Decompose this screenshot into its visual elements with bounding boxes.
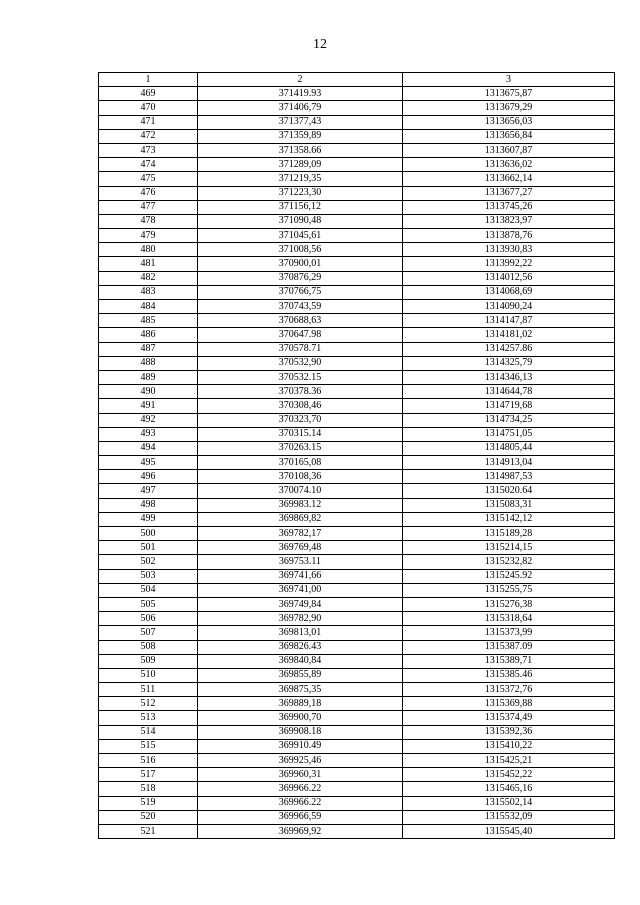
column-header-x-coordinate: 2 <box>198 73 403 87</box>
table-row <box>99 172 615 186</box>
cell-point-number: 475 <box>99 172 198 186</box>
table-row <box>99 555 615 569</box>
table-row <box>99 668 615 682</box>
cell-x-coordinate: 370743,59 <box>198 300 403 314</box>
cell-point-number: 500 <box>99 527 198 541</box>
table-row <box>99 413 615 427</box>
table-row <box>99 597 615 611</box>
cell-x-coordinate: 370263.15 <box>198 441 403 455</box>
cell-x-coordinate: 370900,01 <box>198 257 403 271</box>
cell-y-coordinate: 1313878,76 <box>403 229 615 243</box>
cell-y-coordinate: 1314090,24 <box>403 300 615 314</box>
cell-point-number: 491 <box>99 399 198 413</box>
cell-point-number: 497 <box>99 484 198 498</box>
cell-x-coordinate: 371289,09 <box>198 158 403 172</box>
table-row <box>99 229 615 243</box>
cell-y-coordinate: 1314805,44 <box>403 441 615 455</box>
cell-point-number: 469 <box>99 87 198 101</box>
cell-x-coordinate: 369782,90 <box>198 612 403 626</box>
cell-y-coordinate: 1313992,22 <box>403 257 615 271</box>
table-row <box>99 768 615 782</box>
cell-y-coordinate: 1314719,68 <box>403 399 615 413</box>
cell-point-number: 492 <box>99 413 198 427</box>
cell-x-coordinate: 369782,17 <box>198 527 403 541</box>
cell-x-coordinate: 369741,66 <box>198 569 403 583</box>
cell-x-coordinate: 369869,82 <box>198 512 403 526</box>
table-row <box>99 200 615 214</box>
cell-point-number: 477 <box>99 200 198 214</box>
table-row <box>99 612 615 626</box>
table-row <box>99 356 615 370</box>
table-row <box>99 754 615 768</box>
table-row <box>99 711 615 725</box>
cell-x-coordinate: 371419.93 <box>198 87 403 101</box>
cell-point-number: 514 <box>99 725 198 739</box>
cell-y-coordinate: 1314147,87 <box>403 314 615 328</box>
cell-point-number: 504 <box>99 583 198 597</box>
cell-y-coordinate: 1313656,03 <box>403 115 615 129</box>
cell-x-coordinate: 369925,46 <box>198 754 403 768</box>
cell-y-coordinate: 1315425,21 <box>403 754 615 768</box>
cell-point-number: 510 <box>99 668 198 682</box>
cell-x-coordinate: 370688,63 <box>198 314 403 328</box>
table-row <box>99 257 615 271</box>
cell-y-coordinate: 1314257.86 <box>403 342 615 356</box>
cell-y-coordinate: 1315545,40 <box>403 824 615 838</box>
table-row <box>99 810 615 824</box>
cell-x-coordinate: 371359,89 <box>198 129 403 143</box>
cell-point-number: 488 <box>99 356 198 370</box>
cell-x-coordinate: 369900,70 <box>198 711 403 725</box>
table-row <box>99 441 615 455</box>
cell-x-coordinate: 370647.98 <box>198 328 403 342</box>
cell-y-coordinate: 1315318,64 <box>403 612 615 626</box>
table-row <box>99 129 615 143</box>
cell-point-number: 481 <box>99 257 198 271</box>
table-row <box>99 498 615 512</box>
table-row <box>99 697 615 711</box>
cell-y-coordinate: 1313636,02 <box>403 158 615 172</box>
table-row <box>99 583 615 597</box>
cell-point-number: 506 <box>99 612 198 626</box>
cell-y-coordinate: 1315189,28 <box>403 527 615 541</box>
cell-y-coordinate: 1315276,38 <box>403 597 615 611</box>
table-row <box>99 300 615 314</box>
cell-x-coordinate: 370532.15 <box>198 370 403 384</box>
table-row <box>99 186 615 200</box>
cell-x-coordinate: 369966.22 <box>198 796 403 810</box>
cell-y-coordinate: 1315465,16 <box>403 782 615 796</box>
cell-point-number: 493 <box>99 427 198 441</box>
cell-x-coordinate: 370108,36 <box>198 470 403 484</box>
cell-y-coordinate: 1315142,12 <box>403 512 615 526</box>
cell-point-number: 476 <box>99 186 198 200</box>
cell-point-number: 509 <box>99 654 198 668</box>
cell-point-number: 519 <box>99 796 198 810</box>
cell-x-coordinate: 369966,59 <box>198 810 403 824</box>
cell-y-coordinate: 1315532,09 <box>403 810 615 824</box>
cell-y-coordinate: 1314987,53 <box>403 470 615 484</box>
cell-point-number: 520 <box>99 810 198 824</box>
cell-point-number: 470 <box>99 101 198 115</box>
table-row <box>99 427 615 441</box>
cell-x-coordinate: 370532,90 <box>198 356 403 370</box>
cell-y-coordinate: 1313656,84 <box>403 129 615 143</box>
cell-x-coordinate: 370315.14 <box>198 427 403 441</box>
cell-y-coordinate: 1315502,14 <box>403 796 615 810</box>
cell-y-coordinate: 1315232,82 <box>403 555 615 569</box>
table-row <box>99 782 615 796</box>
table-row <box>99 569 615 583</box>
cell-point-number: 478 <box>99 214 198 228</box>
cell-point-number: 521 <box>99 824 198 838</box>
cell-point-number: 473 <box>99 143 198 157</box>
cell-point-number: 508 <box>99 640 198 654</box>
table-row <box>99 824 615 838</box>
cell-y-coordinate: 1313745,26 <box>403 200 615 214</box>
table-body <box>99 87 615 839</box>
cell-y-coordinate: 1314346,13 <box>403 370 615 384</box>
table-row <box>99 796 615 810</box>
cell-y-coordinate: 1314181,02 <box>403 328 615 342</box>
cell-x-coordinate: 371008,56 <box>198 243 403 257</box>
cell-point-number: 507 <box>99 626 198 640</box>
table-row <box>99 683 615 697</box>
cell-point-number: 517 <box>99 768 198 782</box>
column-header-y-coordinate: 3 <box>403 73 615 87</box>
cell-point-number: 487 <box>99 342 198 356</box>
table-row <box>99 87 615 101</box>
cell-point-number: 495 <box>99 456 198 470</box>
cell-point-number: 472 <box>99 129 198 143</box>
table-row <box>99 640 615 654</box>
cell-x-coordinate: 369983.12 <box>198 498 403 512</box>
cell-x-coordinate: 371219,35 <box>198 172 403 186</box>
cell-y-coordinate: 1315369,88 <box>403 697 615 711</box>
cell-x-coordinate: 370308,46 <box>198 399 403 413</box>
cell-x-coordinate: 369753.11 <box>198 555 403 569</box>
cell-x-coordinate: 371156,12 <box>198 200 403 214</box>
table-header-row <box>99 73 615 87</box>
cell-point-number: 501 <box>99 541 198 555</box>
table-row <box>99 101 615 115</box>
cell-x-coordinate: 369889,18 <box>198 697 403 711</box>
cell-point-number: 484 <box>99 300 198 314</box>
cell-y-coordinate: 1314325,79 <box>403 356 615 370</box>
cell-y-coordinate: 1314644,78 <box>403 385 615 399</box>
table-row <box>99 370 615 384</box>
cell-x-coordinate: 369969,92 <box>198 824 403 838</box>
table-row <box>99 654 615 668</box>
cell-x-coordinate: 370766,75 <box>198 285 403 299</box>
cell-point-number: 483 <box>99 285 198 299</box>
cell-x-coordinate: 369840,84 <box>198 654 403 668</box>
cell-point-number: 485 <box>99 314 198 328</box>
cell-y-coordinate: 1313679,29 <box>403 101 615 115</box>
table-row <box>99 470 615 484</box>
table-row <box>99 143 615 157</box>
cell-y-coordinate: 1315392,36 <box>403 725 615 739</box>
cell-x-coordinate: 371045,61 <box>198 229 403 243</box>
cell-x-coordinate: 370323,70 <box>198 413 403 427</box>
cell-point-number: 518 <box>99 782 198 796</box>
table-row <box>99 314 615 328</box>
table-row <box>99 385 615 399</box>
cell-y-coordinate: 1315410,22 <box>403 739 615 753</box>
cell-x-coordinate: 370074.10 <box>198 484 403 498</box>
cell-y-coordinate: 1315385.46 <box>403 668 615 682</box>
cell-y-coordinate: 1314734,25 <box>403 413 615 427</box>
table-row <box>99 214 615 228</box>
cell-y-coordinate: 1314913,04 <box>403 456 615 470</box>
cell-x-coordinate: 369769,48 <box>198 541 403 555</box>
table-row <box>99 725 615 739</box>
cell-y-coordinate: 1315389,71 <box>403 654 615 668</box>
cell-x-coordinate: 369749,84 <box>198 597 403 611</box>
cell-x-coordinate: 369855,89 <box>198 668 403 682</box>
cell-y-coordinate: 1313675,87 <box>403 87 615 101</box>
cell-y-coordinate: 1314751,05 <box>403 427 615 441</box>
cell-y-coordinate: 1313607,87 <box>403 143 615 157</box>
cell-point-number: 502 <box>99 555 198 569</box>
cell-x-coordinate: 369741,00 <box>198 583 403 597</box>
cell-y-coordinate: 1314068,69 <box>403 285 615 299</box>
cell-x-coordinate: 369875,35 <box>198 683 403 697</box>
table-row <box>99 342 615 356</box>
cell-point-number: 480 <box>99 243 198 257</box>
table-row <box>99 512 615 526</box>
cell-y-coordinate: 1315083,31 <box>403 498 615 512</box>
cell-y-coordinate: 1313930,83 <box>403 243 615 257</box>
table-row <box>99 739 615 753</box>
column-header-point-number: 1 <box>99 73 198 87</box>
cell-point-number: 503 <box>99 569 198 583</box>
cell-point-number: 511 <box>99 683 198 697</box>
cell-point-number: 516 <box>99 754 198 768</box>
cell-y-coordinate: 1313662,14 <box>403 172 615 186</box>
cell-y-coordinate: 1315255,75 <box>403 583 615 597</box>
cell-y-coordinate: 1313823,97 <box>403 214 615 228</box>
table-row <box>99 285 615 299</box>
cell-y-coordinate: 1315373,99 <box>403 626 615 640</box>
cell-point-number: 490 <box>99 385 198 399</box>
cell-point-number: 512 <box>99 697 198 711</box>
cell-point-number: 499 <box>99 512 198 526</box>
cell-y-coordinate: 1313677,27 <box>403 186 615 200</box>
cell-x-coordinate: 370378.36 <box>198 385 403 399</box>
cell-y-coordinate: 1314012,56 <box>403 271 615 285</box>
cell-x-coordinate: 371090,48 <box>198 214 403 228</box>
cell-point-number: 486 <box>99 328 198 342</box>
cell-point-number: 479 <box>99 229 198 243</box>
cell-y-coordinate: 1315452,22 <box>403 768 615 782</box>
table-row <box>99 626 615 640</box>
table-row <box>99 527 615 541</box>
table-row <box>99 484 615 498</box>
page-number: 12 <box>313 37 327 52</box>
cell-x-coordinate: 369813,01 <box>198 626 403 640</box>
cell-y-coordinate: 1315372,76 <box>403 683 615 697</box>
cell-x-coordinate: 371406,79 <box>198 101 403 115</box>
cell-y-coordinate: 1315245.92 <box>403 569 615 583</box>
cell-point-number: 471 <box>99 115 198 129</box>
table-row <box>99 456 615 470</box>
cell-y-coordinate: 1315214,15 <box>403 541 615 555</box>
cell-point-number: 496 <box>99 470 198 484</box>
table-row <box>99 271 615 285</box>
cell-x-coordinate: 371223,30 <box>198 186 403 200</box>
table-row <box>99 328 615 342</box>
cell-x-coordinate: 371358.66 <box>198 143 403 157</box>
coordinates-table <box>98 72 615 839</box>
cell-point-number: 505 <box>99 597 198 611</box>
cell-x-coordinate: 369826.43 <box>198 640 403 654</box>
table-row <box>99 158 615 172</box>
table-header <box>99 73 615 87</box>
cell-point-number: 489 <box>99 370 198 384</box>
cell-y-coordinate: 1315374,49 <box>403 711 615 725</box>
table-row <box>99 115 615 129</box>
cell-point-number: 513 <box>99 711 198 725</box>
cell-x-coordinate: 369966.22 <box>198 782 403 796</box>
cell-x-coordinate: 370165,08 <box>198 456 403 470</box>
cell-x-coordinate: 371377,43 <box>198 115 403 129</box>
table-row <box>99 243 615 257</box>
cell-point-number: 494 <box>99 441 198 455</box>
cell-x-coordinate: 370578.71 <box>198 342 403 356</box>
cell-point-number: 515 <box>99 739 198 753</box>
table-row <box>99 399 615 413</box>
cell-y-coordinate: 1315387.09 <box>403 640 615 654</box>
cell-x-coordinate: 369960,31 <box>198 768 403 782</box>
cell-y-coordinate: 1315020.64 <box>403 484 615 498</box>
cell-point-number: 498 <box>99 498 198 512</box>
cell-x-coordinate: 369908.18 <box>198 725 403 739</box>
cell-point-number: 474 <box>99 158 198 172</box>
cell-x-coordinate: 369910.49 <box>198 739 403 753</box>
cell-x-coordinate: 370876,29 <box>198 271 403 285</box>
cell-point-number: 482 <box>99 271 198 285</box>
table-row <box>99 541 615 555</box>
